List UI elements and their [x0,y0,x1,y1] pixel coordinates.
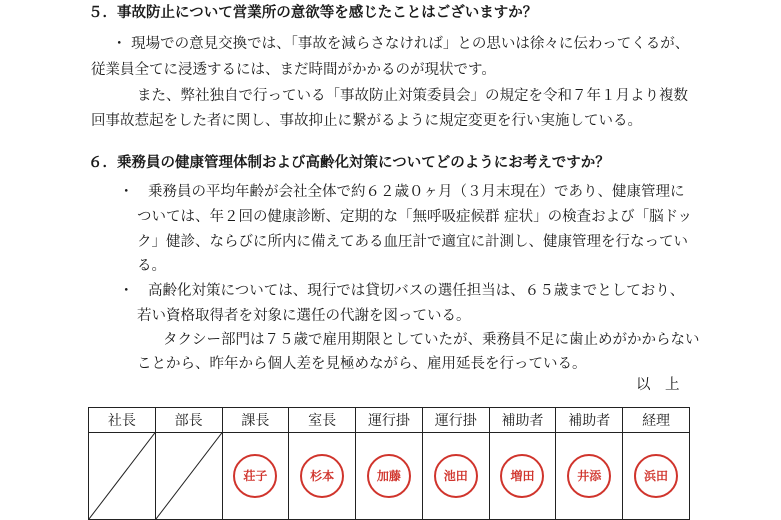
q6-line: ク」健診、ならびに所内に備えてある血圧計で適宜に計測し、健康管理を行なってい [137,234,688,250]
approval-seal-cell [289,433,356,520]
q5-line: また、弊社独自で行っている「事故防止対策委員会」の規定を令和７年１月より複数 [137,88,688,104]
seal-stamp-icon: 増田 [500,454,544,498]
q6-line: ついては、年２回の健康診断、定期的な「無呼吸症候群 症状」の検査および「脳ドッ [137,209,693,225]
approval-seal-cell [422,433,489,520]
approval-seal-cell [623,433,690,520]
approval-header-cell: 運行掛 [422,408,489,433]
q6-line: 若い資格取得者を対象に選任の代謝を図っている。 [137,308,471,324]
approval-seal-cell-empty [89,433,156,520]
diagonal-slash-icon [156,433,222,519]
approval-stamp-table [88,407,690,520]
seal-stamp-icon: 杉本 [300,454,344,498]
approval-seal-cell [556,433,623,520]
q6-line: ・ 高齢化対策については、現行では貸切バスの選任担当は、６５歳までとしており、 [119,283,685,299]
q6-line: ことから、昨年から個人差を見極めながら、雇用延長を行っている。 [137,356,587,372]
seal-stamp-icon: 池田 [434,454,478,498]
seal-stamp-icon: 荘子 [233,454,277,498]
approval-header-cell: 部長 [155,408,222,433]
q5-line: 従業員全てに浸透するには、まだ時間がかかるのが現状です。 [91,62,496,78]
q6-title: ６．乗務員の健康管理体制および高齢化対策についてどのようにお考えですか？ [88,154,610,171]
approval-seal-cell [222,433,289,520]
approval-seal-row [89,433,690,520]
q5-line: ・ 現場での意見交換では、「事故を減らさなければ」との思いは徐々に伝わってくるが、 [112,36,690,52]
approval-header-cell: 室長 [289,408,356,433]
diagonal-slash-icon [89,433,155,519]
seal-stamp-icon: 井添 [567,454,611,498]
approval-header-cell: 補助者 [489,408,556,433]
q6-line: ・ 乗務員の平均年齢が会社全体で約６２歳０ヶ月（３月末現在）であり、健康管理に [119,184,685,200]
seal-stamp-icon: 浜田 [634,454,678,498]
approval-seal-cell-empty [155,433,222,520]
approval-header-cell: 課長 [222,408,289,433]
q5-title: ５．事故防止について営業所の意欲等を感じたことはございますか？ [88,4,538,21]
approval-header-row [89,408,690,433]
q6-line: タクシー部門は７５歳で雇用期限としていたが、乗務員不足に歯止めがかからない [163,332,700,348]
q5-line: 回事故惹起をした者に関し、事故抑止に繋がるように規定変更を行い実施している。 [91,113,642,129]
approval-header-cell: 運行掛 [356,408,423,433]
closing-text: 以 上 [636,377,680,393]
approval-seal-cell [356,433,423,520]
seal-stamp-icon: 加藤 [367,454,411,498]
approval-seal-cell [489,433,556,520]
approval-header-cell: 社長 [89,408,156,433]
approval-header-cell: 補助者 [556,408,623,433]
q6-line: る。 [137,258,166,274]
approval-header-cell: 経理 [623,408,690,433]
